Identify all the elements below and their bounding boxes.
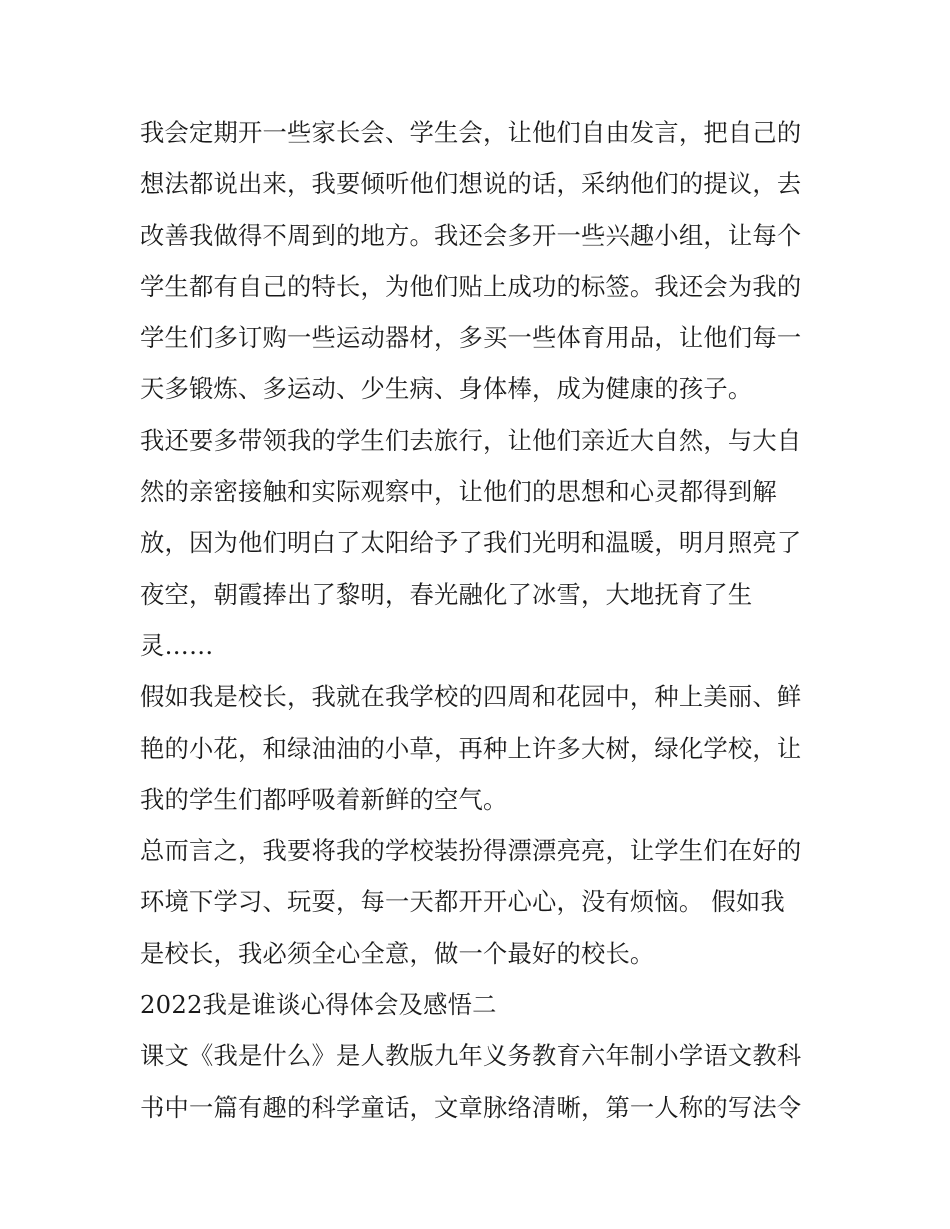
- text-line: 放，因为他们明白了太阳给予了我们光明和温暖，明月照亮了: [140, 528, 802, 558]
- text-line: 环境下学习、玩耍，每一天都开开心心，没有烦恼。 假如我: [140, 887, 785, 917]
- text-line: 是校长，我必须全心全意，做一个最好的校长。: [140, 938, 655, 968]
- text-line: 天多锻炼、多运动、少生病、身体棒，成为健康的孩子。: [140, 374, 753, 404]
- text-line: 假如我是校长，我就在我学校的四周和花园中，种上美丽、鲜: [140, 682, 802, 712]
- text-line: 总而言之，我要将我的学校装扮得漂漂亮亮，让学生们在好的: [140, 836, 802, 866]
- text-line: 学生们多订购一些运动器材，多买一些体育用品，让他们每一: [140, 323, 802, 353]
- text-line: 学生都有自己的特长，为他们贴上成功的标签。我还会为我的: [140, 271, 802, 301]
- text-line: 课文《我是什么》是人教版九年义务教育六年制小学语文教科: [140, 1041, 802, 1071]
- text-line: 我的学生们都呼吸着新鲜的空气。: [140, 784, 508, 814]
- text-line: 夜空，朝霞捧出了黎明，春光融化了冰雪，大地抚育了生: [140, 579, 753, 609]
- text-line: 想法都说出来，我要倾听他们想说的话，采纳他们的提议，去: [140, 169, 802, 199]
- text-line: 我会定期开一些家长会、学生会，让他们自由发言，把自己的: [140, 118, 802, 147]
- text-line: 改善我做得不周到的地方。我还会多开一些兴趣小组，让每个: [140, 220, 802, 250]
- text-line: 书中一篇有趣的科学童话，文章脉络清晰，第一人称的写法令: [140, 1092, 802, 1122]
- text-line: 灵……: [140, 630, 214, 660]
- text-line: 我还要多带领我的学生们去旅行，让他们亲近大自然，与大自: [140, 425, 802, 455]
- text-line: 艳的小花，和绿油油的小草，再种上许多大树，绿化学校，让: [140, 733, 802, 763]
- document-body: [140, 107, 812, 1133]
- text-line: 然的亲密接触和实际观察中，让他们的思想和心灵都得到解: [140, 477, 777, 507]
- section-heading: 2022我是谁谈心得体会及感悟二: [140, 990, 497, 1020]
